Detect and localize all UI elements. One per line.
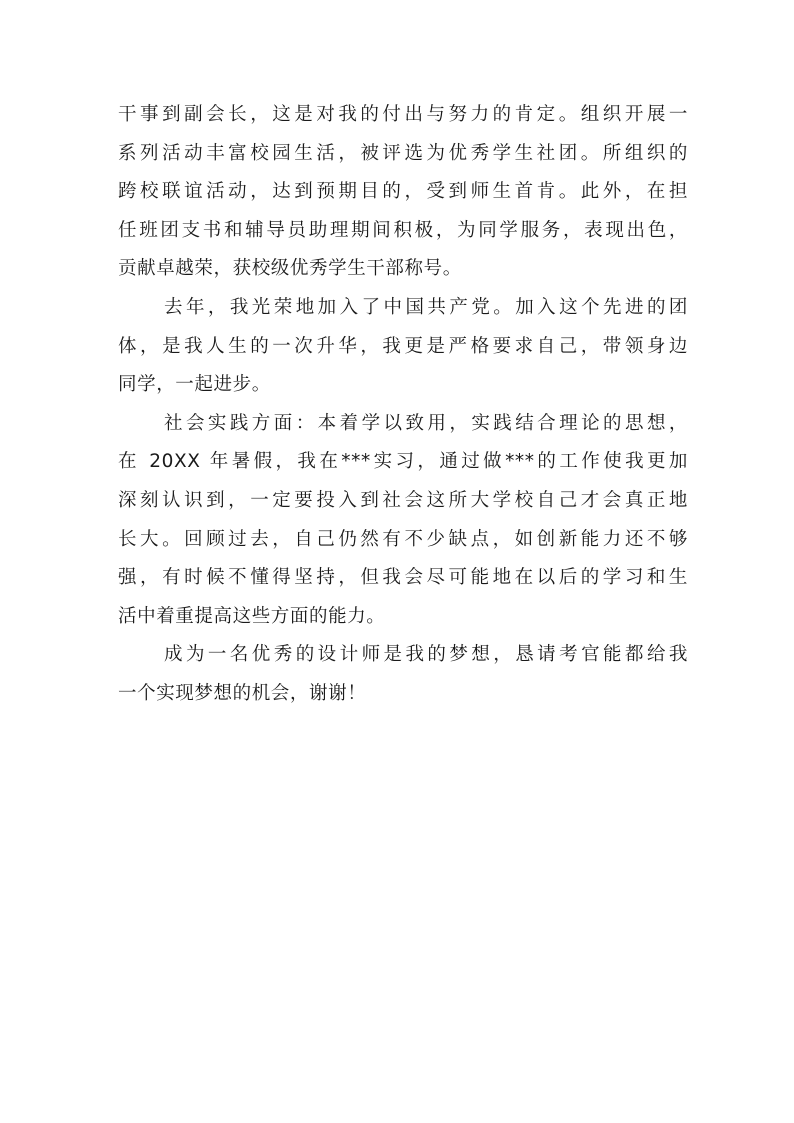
text-line: 跨校联谊活动，达到预期目的，受到师生首肯。此外，在担 [118, 181, 688, 203]
text-line: 深刻认识到，一定要投入到社会这所大学校自己才会真正地 [118, 489, 688, 511]
document-body [118, 96, 688, 714]
text-line: 系列活动丰富校园生活，被评选为优秀学生社团。所组织的 [118, 142, 688, 164]
text-line: 社会实践方面：本着学以致用，实践结合理论的思想， [164, 412, 688, 434]
text-line: 体，是我人生的一次升华，我更是严格要求自己，带领身边 [118, 335, 688, 357]
text-line: 在 20XX 年暑假，我在***实习，通过做***的工作使我更加 [118, 451, 688, 473]
text-line: 长大。回顾过去，自己仍然有不少缺点，如创新能力还不够 [118, 528, 688, 550]
text-line: 贡献卓越荣，获校级优秀学生干部称号。 [118, 258, 462, 280]
text-line: 成为一名优秀的设计师是我的梦想，恳请考官能都给我 [164, 644, 688, 666]
text-line: 任班团支书和辅导员助理期间积极，为同学服务，表现出色， [118, 219, 688, 241]
text-line: 一个实现梦想的机会，谢谢！ [118, 682, 367, 704]
text-line: 活中着重提高这些方面的能力。 [118, 605, 386, 627]
text-line: 同学，一起进步。 [118, 374, 271, 396]
text-line: 干事到副会长，这是对我的付出与努力的肯定。组织开展一 [118, 104, 688, 125]
text-line: 去年，我光荣地加入了中国共产党。加入这个先进的团 [164, 296, 688, 318]
text-line: 强，有时候不懂得坚持，但我会尽可能地在以后的学习和生 [118, 567, 688, 589]
